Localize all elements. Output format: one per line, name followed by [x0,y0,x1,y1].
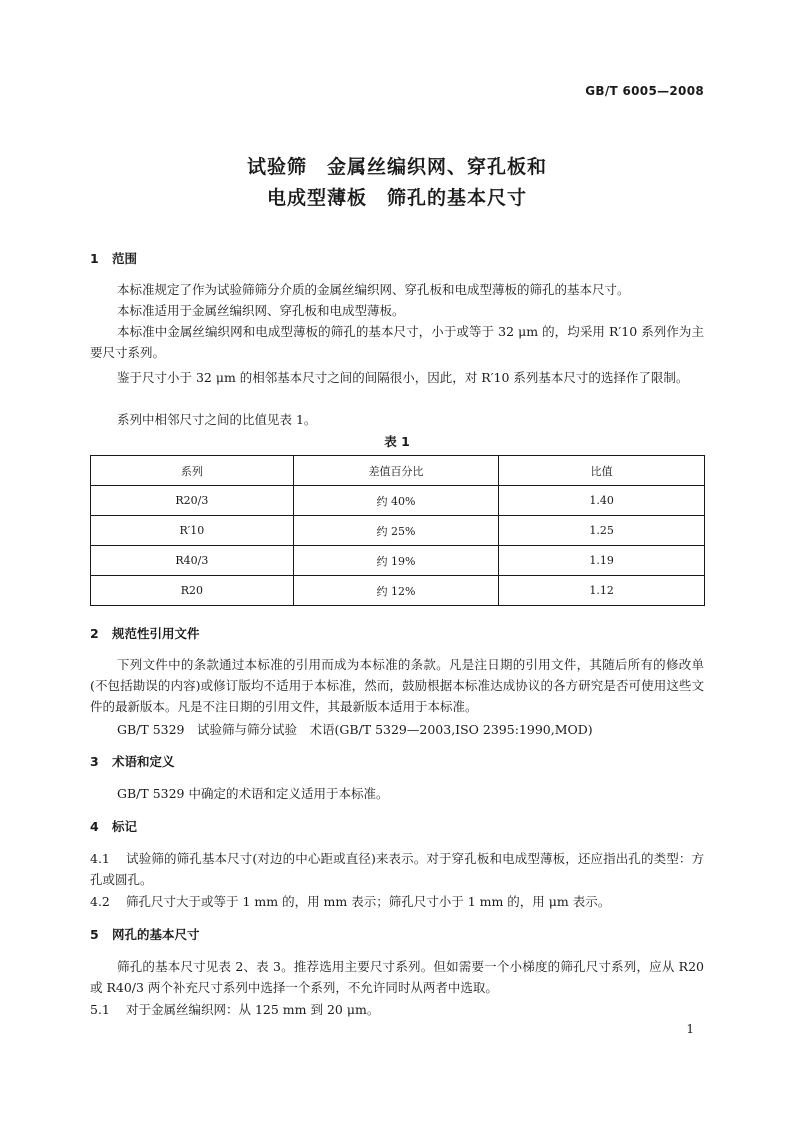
section-2-reference: GB/T 5329 试验筛与筛分试验 术语(GB/T 5329—2003,ISO 2395:1990,MOD) [117,722,593,737]
clause-4-2-number: 4.2 [90,894,110,909]
section-1-title: 范围 [112,251,138,266]
table-cell: 约 25% [293,516,499,546]
section-3-heading [90,752,175,770]
section-1-paragraph-1: 本标准规定了作为试验筛筛分介质的金属丝编织网、穿孔板和电成型薄板的筛孔的基本尺寸。 [117,282,630,297]
section-4-number: 4 [90,819,99,834]
document-title-line-1: 试验筛 金属丝编织网、穿孔板和 [246,156,547,178]
table-header-cell: 系列 [91,456,294,486]
table-cell: 约 40% [293,486,499,516]
table-cell: R20/3 [91,486,294,516]
table-cell: R′10 [91,516,294,546]
section-4-heading [90,817,137,835]
table-header-cell: 差值百分比 [293,456,499,486]
table-cell: 1.12 [499,576,705,606]
section-1-heading [90,249,137,267]
section-1-paragraph-2: 本标准适用于金属丝编织网、穿孔板和电成型薄板。 [117,303,405,318]
clause-5-1 [90,999,704,1020]
section-2-title: 规范性引用文件 [112,626,200,641]
document-title-line-2: 电成型薄板 筛孔的基本尺寸 [266,187,527,209]
section-5-paragraph-1: 筛孔的基本尺寸见表 2、表 3。推荐选用主要尺寸系列。但如需要一个小梯度的筛孔尺寸系列，应从 R20 或 R40/3 两个补充尺寸系列中选择一个系列，不允许同时从两者中选取。 [90,959,704,995]
table-header-row [91,456,705,486]
table-1 [90,455,705,606]
section-3-title: 术语和定义 [112,754,175,769]
section-2-paragraph-1: 下列文件中的条款通过本标准的引用而成为本标准的条款。凡是注日期的引用文件，其随后所有的修改单(不包括勘误的内容)或修订版均不适用于本标准，然而，鼓励根据本标准达成协议的各方研究是否可使用这些文件的最新版本。凡是不注日期的引用文件，其最新版本适用于本标准。 [90,657,704,714]
standard-code: GB/T 6005—2008 [585,84,704,98]
section-4-title: 标记 [112,819,138,834]
table-row [91,576,705,606]
page-number: 1 [686,1022,694,1036]
section-5-title: 网孔的基本尺寸 [112,927,200,942]
section-1-paragraph-4: 鉴于尺寸小于 32 μm 的相邻基本尺寸之间的间隔很小，因此，对 R′10 系列基本尺寸的选择作了限制。 [117,370,689,385]
table-cell: 1.25 [499,516,705,546]
clause-4-2-text: 筛孔尺寸大于或等于 1 mm 的，用 mm 表示；筛孔尺寸小于 1 mm 的，用 μm 表示。 [126,894,611,909]
table-cell: 约 12% [293,576,499,606]
table-cell: 约 19% [293,546,499,576]
table-row [91,486,705,516]
clause-4-1-text: 试验筛的筛孔基本尺寸(对边的中心距或直径)来表示。对于穿孔板和电成型薄板，还应指出孔的类型：方孔或圆孔。 [90,851,704,887]
section-1-paragraph-5: 系列中相邻尺寸之间的比值见表 1。 [117,412,317,427]
clause-4-2 [90,891,704,912]
table-header-cell: 比值 [499,456,705,486]
table-cell: R20 [91,576,294,606]
section-1-paragraph-3: 本标准中金属丝编织网和电成型薄板的筛孔的基本尺寸，小于或等于 32 μm 的，均采用 R′10 系列作为主要尺寸系列。 [90,324,704,360]
clause-5-1-text: 对于金属丝编织网：从 125 mm 到 20 μm。 [126,1002,380,1017]
section-5-number: 5 [90,927,99,942]
clause-4-1-number: 4.1 [90,851,110,866]
table-cell: 1.19 [499,546,705,576]
section-2-number: 2 [90,626,99,641]
table-row [91,516,705,546]
section-1-number: 1 [90,251,99,266]
section-2-heading [90,624,200,642]
table-cell: 1.40 [499,486,705,516]
section-5-heading [90,925,200,943]
clause-4-1 [90,848,704,890]
clause-5-1-number: 5.1 [90,1002,110,1017]
section-3-number: 3 [90,754,99,769]
table-cell: R40/3 [91,546,294,576]
table-row [91,546,705,576]
section-3-paragraph-1: GB/T 5329 中确定的术语和定义适用于本标准。 [117,786,389,801]
table-1-caption: 表 1 [384,434,410,449]
